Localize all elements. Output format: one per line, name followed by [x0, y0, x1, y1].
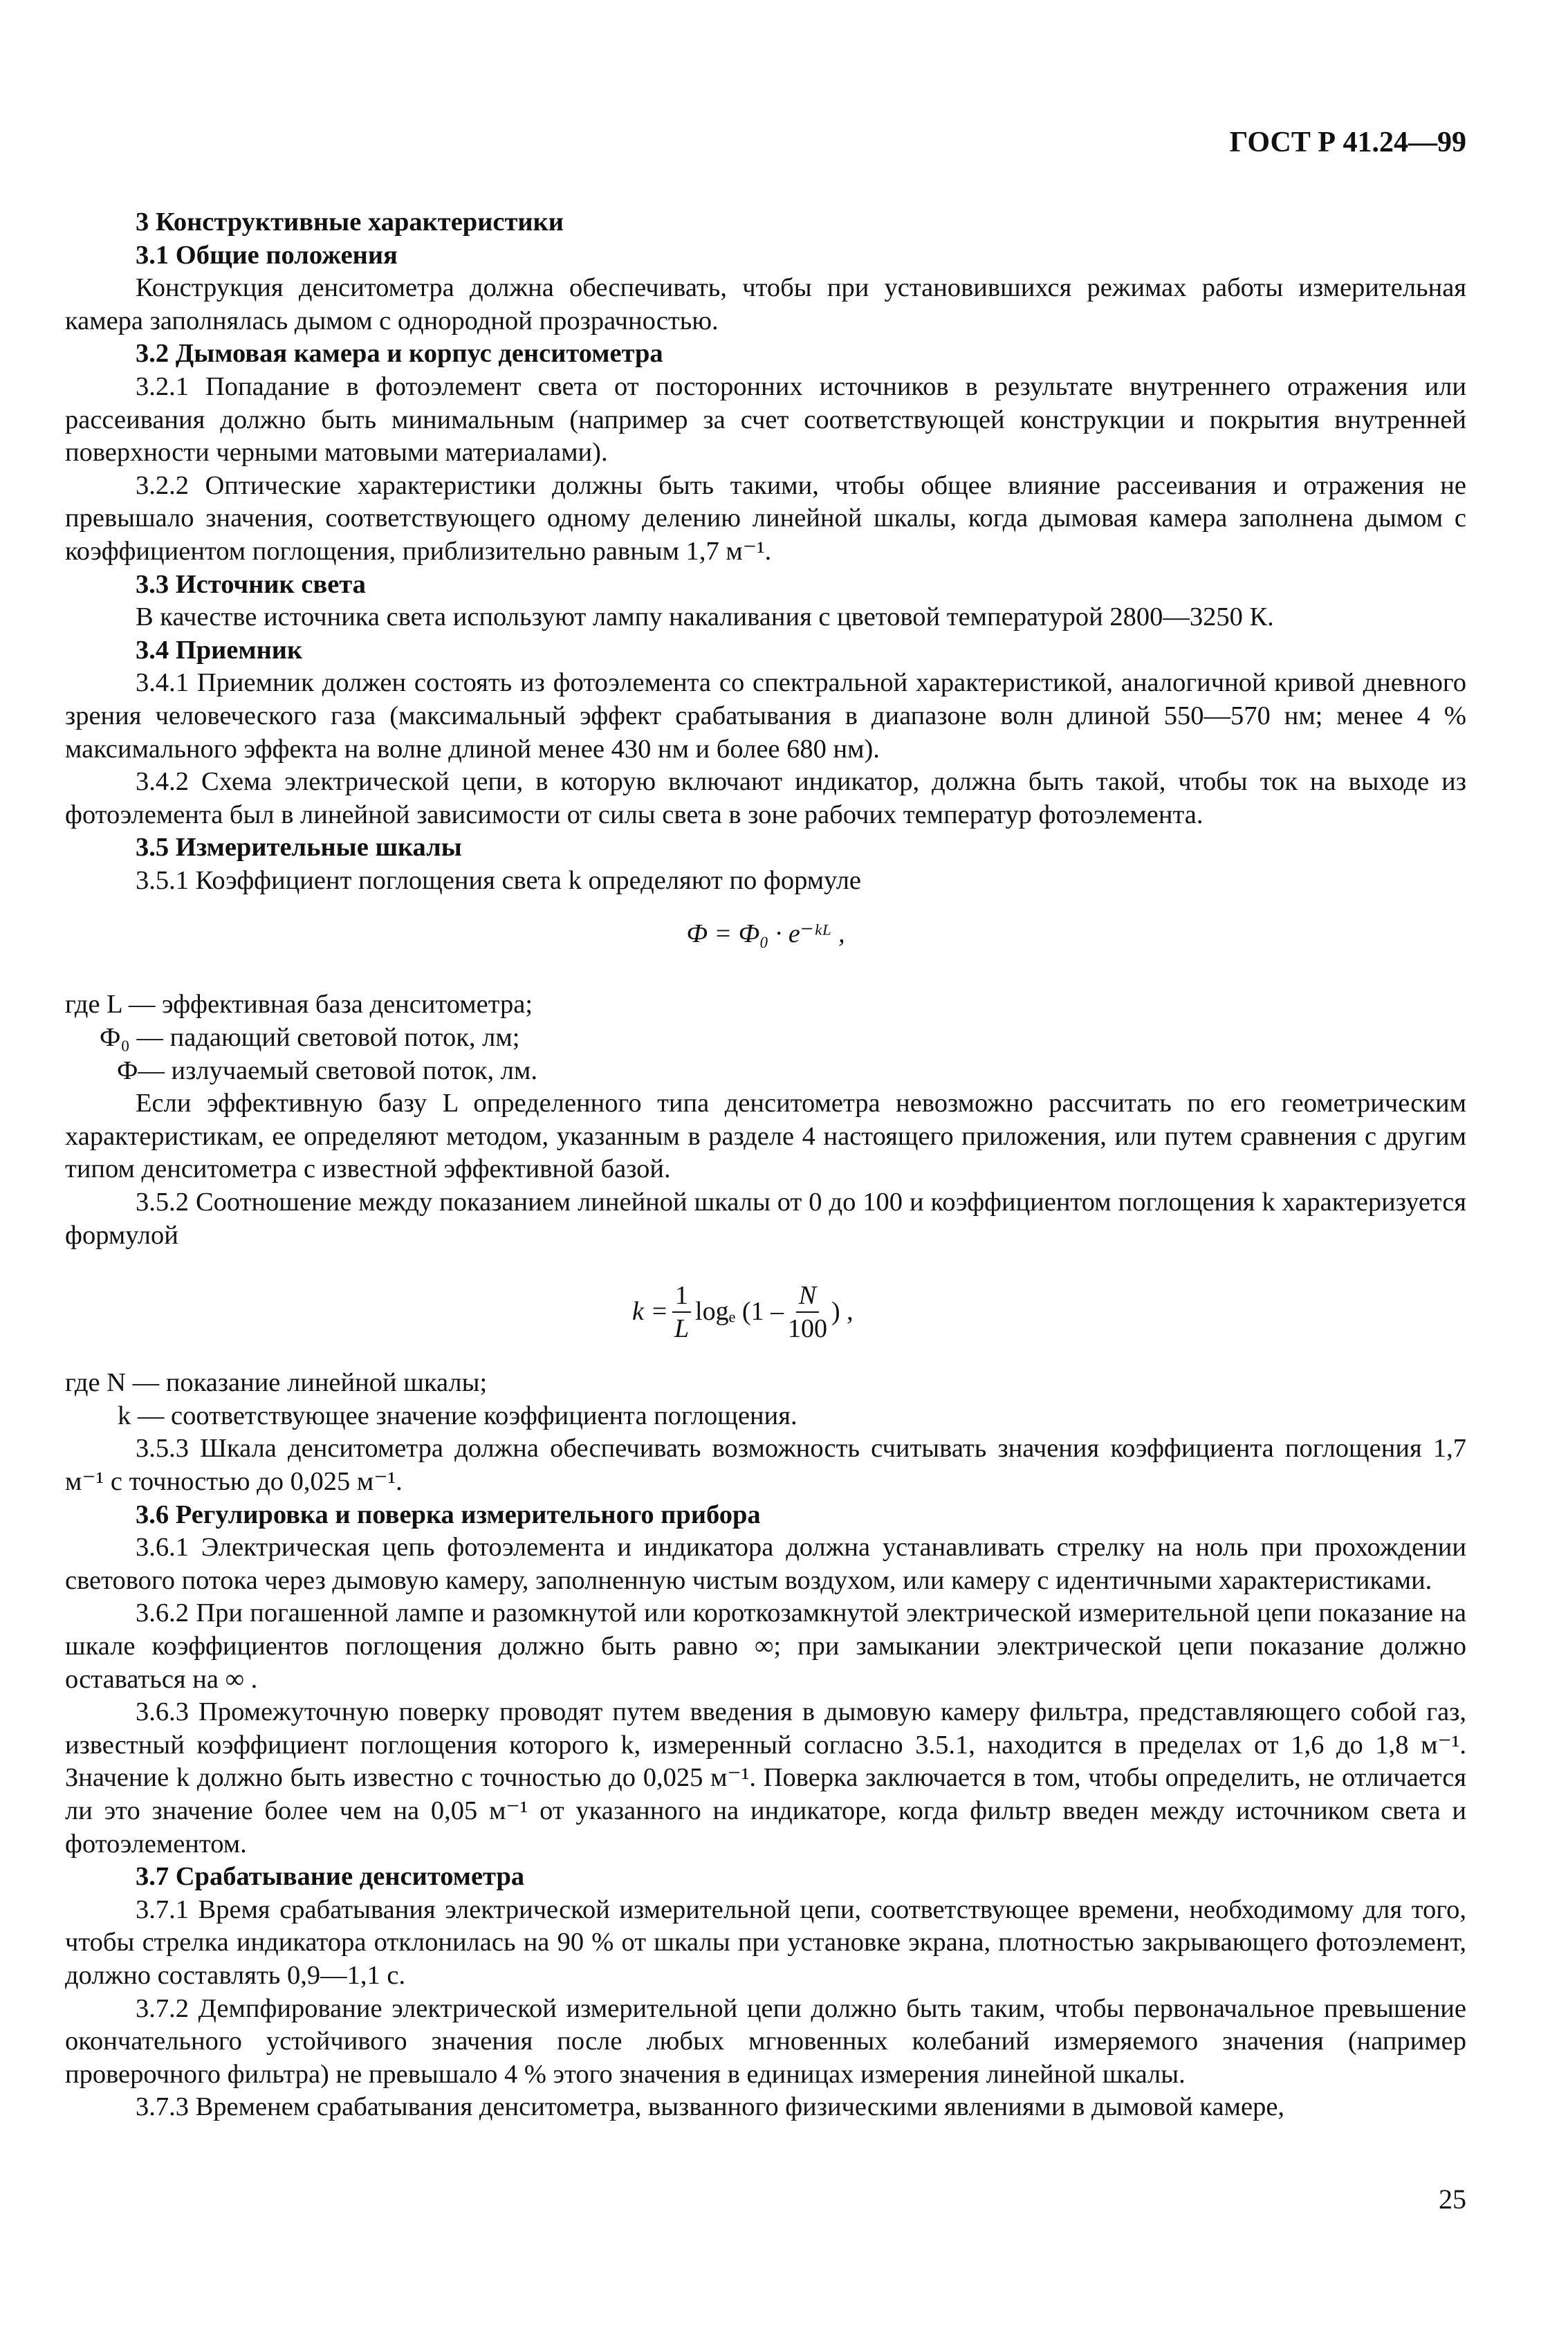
- fraction-numerator: 1: [672, 1280, 691, 1313]
- subsection-title-3-4: 3.4 Приемник: [136, 635, 303, 665]
- fraction-numerator: N: [796, 1280, 819, 1313]
- paragraph-3-7-1: 3.7.1 Время срабатывания электрической измерительной цепи, соответствующее времени, необходимому для того, чтобы стрелка индикатора отклонилась на 90 % от шкалы при установке экрана, плотностью закрывающего фотоэлемент, должно составлять 0,9—1,1 с.: [65, 1894, 1466, 1990]
- subsection-title-3-3: 3.3 Источник света: [136, 569, 366, 599]
- paragraph-3-6-2: 3.6.2 При погашенной лампе и разомкнутой или короткозамкнутой электрической измерительной цепи показание на шкале коэффициентов поглощения должно быть равно ∞; при замыкании электрической цепи показание должно оставаться на ∞ .: [65, 1598, 1466, 1694]
- document-body: [65, 206, 1466, 2124]
- paragraph-3-2-2: 3.2.2 Оптические характеристики должны быть такими, чтобы общее влияние рассеивания и отражения не превышало значения, соответствующего одному делению линейной шкалы, когда дымовая камера заполнена дымом с коэффициентом поглощения, приблизительно равным 1,7 м⁻¹.: [65, 470, 1466, 566]
- paragraph-3-6-3: 3.6.3 Промежуточную поверку проводят путем введения в дымовую камеру фильтра, представляющего собой газ, известный коэффициент поглощения которого k, измеренный согласно 3.5.1, находится в пределах от 1,6 до 1,8 м⁻¹. Значение k должно быть известно с точностью до 0,025 м⁻¹. Поверка заключается в том, чтобы определить, не отличается ли это значение более чем на 0,05 м⁻¹ от указанного на индикаторе, когда фильтр введен между источником света и фотоэлементом.: [65, 1697, 1466, 1859]
- subsection-title-3-7: 3.7 Срабатывание денситометра: [136, 1862, 525, 1892]
- paragraph-3-3: В качестве источника света используют лампу накаливания с цветовой температурой 2800—3250 К.: [136, 602, 1274, 632]
- paragraph-3-5-3: 3.5.3 Шкала денситометра должна обеспечивать возможность считывать значения коэффициента поглощения 1,7 м⁻¹ с точностью до 0,025 м⁻¹.: [65, 1434, 1466, 1496]
- section-title: 3 Конструктивные характеристики: [136, 208, 564, 237]
- page-number: 25: [1439, 2184, 1466, 2215]
- where-line-n: где N — показание линейной шкалы;: [65, 1368, 488, 1398]
- paragraph-3-5-2-intro: 3.5.2 Соотношение между показанием линейной шкалы от 0 до 100 и коэффициентом поглощения k характеризуется формулой: [65, 1188, 1466, 1250]
- subsection-title-3-1: 3.1 Общие положения: [136, 240, 398, 270]
- where-line-phi: Ф— излучаемый световой поток, лм.: [117, 1055, 537, 1085]
- fraction-denominator: 100: [787, 1314, 827, 1344]
- paragraph-3-5-1-rest: Если эффективную базу L определенного типа денситометра невозможно рассчитать по его геометрическим характеристикам, ее определяют методом, указанным в разделе 4 настоящего приложения, или путем сравнения с другим типом денситометра с известной эффективной базой.: [65, 1089, 1466, 1184]
- formula-absorption-coefficient: [65, 1277, 1466, 1347]
- paragraph-3-2-1: 3.2.1 Попадание в фотоэлемент света от посторонних источников в результате внутреннего отражения или рассеивания должно быть минимальным (например за счет соответствующей конструкции и покрытия внутренней поверхности черными матовыми материалами).: [65, 371, 1466, 468]
- where-line-l: где L — эффективная база денситометра;: [65, 990, 533, 1020]
- paragraph-3-4-1: 3.4.1 Приемник должен состоять из фотоэлемента со спектральной характеристикой, аналогичной кривой дневного зрения человеческого газа (максимальный эффект срабатывания в диапазоне волн длиной 550—570 нм; менее 4 % максимального эффекта на волне длиной менее 430 нм и более 680 нм).: [65, 668, 1466, 764]
- formula-log: logₑ (1 –: [695, 1297, 784, 1327]
- subsection-title-3-2: 3.2 Дымовая камера и корпус денситометра: [136, 339, 663, 369]
- fraction-denominator: L: [674, 1314, 690, 1344]
- subsection-title-3-5: 3.5 Измерительные шкалы: [136, 833, 462, 863]
- where-line-k: k — соответствующее значение коэффициента поглощения.: [118, 1401, 797, 1430]
- formula-tail: ) ,: [831, 1297, 854, 1327]
- where-line-phi0: Ф₀ — падающий световой поток, лм;: [100, 1023, 520, 1053]
- paragraph-3-5-1-intro: 3.5.1 Коэффициент поглощения света k определяют по формуле: [136, 865, 862, 895]
- paragraph-3-4-2: 3.4.2 Схема электрической цепи, в которую включают индикатор, должна быть такой, чтобы ток на выходе из фотоэлемента был в линейной зависимости от силы света в зоне рабочих температур фотоэлемента.: [65, 767, 1466, 829]
- paragraph-3-1: Конструкция денситометра должна обеспечивать, чтобы при установившихся режимах работы измерительная камера заполнялась дымом с однородной прозрачностью.: [65, 273, 1466, 335]
- subsection-title-3-6: 3.6 Регулировка и поверка измерительного прибора: [136, 1500, 761, 1529]
- formula-fraction-n-over-100: [788, 1280, 827, 1345]
- paragraph-3-7-2: 3.7.2 Демпфирование электрической измерительной цепи должно быть таким, чтобы первоначальное превышение окончательного устойчивого значения после любых мгновенных колебаний измеряемого значения (например проверочного фильтра) не превышало 4 % этого значения в единицах измерения линейной шкалы.: [65, 1993, 1466, 2089]
- paragraph-3-6-1: 3.6.1 Электрическая цепь фотоэлемента и индикатора должна устанавливать стрелку на ноль при прохождении светового потока через дымовую камеру, заполненную чистым воздухом, или камеру с идентичными характеристиками.: [65, 1533, 1466, 1595]
- paragraph-3-7-3: 3.7.3 Временем срабатывания денситометра, вызванного физическими явлениями в дымовой камере,: [136, 2092, 1285, 2122]
- formula-fraction-1-over-l: [672, 1280, 691, 1345]
- formula-lhs: k =: [632, 1297, 669, 1327]
- formula-light-flux: Ф = Ф₀ · e⁻ᵏᴸ ,: [686, 919, 845, 949]
- document-code: ГОСТ Р 41.24—99: [1229, 127, 1466, 158]
